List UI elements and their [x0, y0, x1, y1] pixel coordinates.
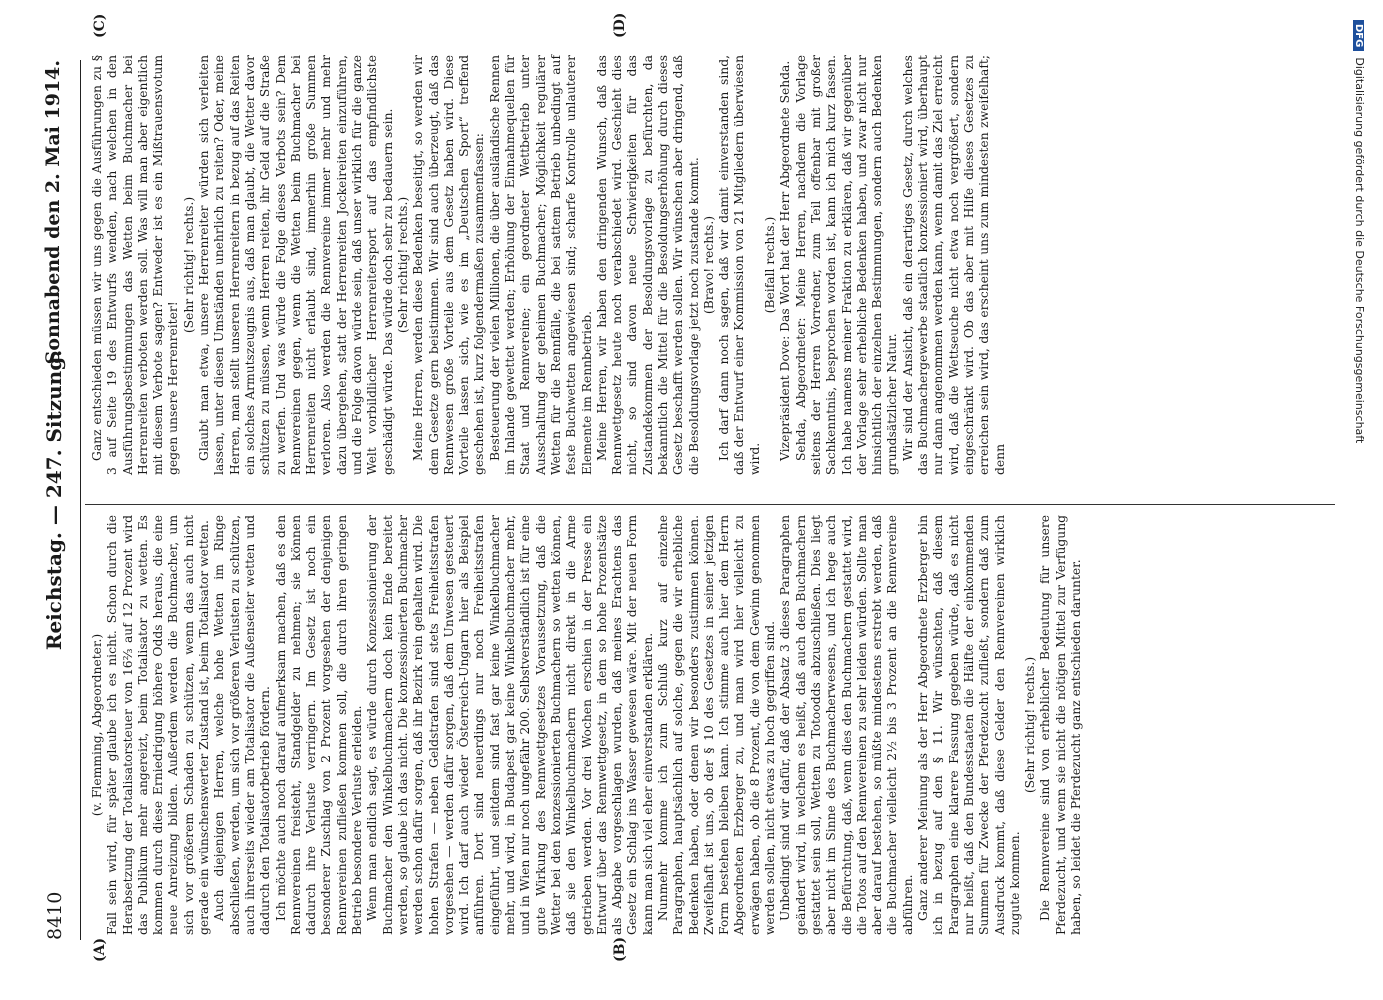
- speaker-intro: Vizepräsident Dove: Das Wort hat der Herr Abgeordnete Sehda.: [778, 60, 793, 461]
- margin-letter-c: (C): [92, 13, 108, 38]
- margin-letter-d: (D): [612, 12, 628, 38]
- margin-letter-a: (A): [92, 937, 108, 962]
- right-column: [90, 55, 1008, 475]
- dfg-logo-icon: DFG: [1353, 20, 1364, 51]
- page-number: 8410: [44, 891, 66, 940]
- speaker-note: (v. Flemming, Abgeordneter.): [90, 633, 104, 817]
- interjection: (Sehr richtig! rechts.): [1023, 656, 1038, 794]
- paragraph: Nunmehr komme ich zum Schluß kurz auf einzelne Paragraphen, hauptsächlich auf solche, gegen die wir erhebliche Bedenken haben, oder denen wir besonders zustimmen können. Zweifelhaft ist uns, ob der § 10 des Gesetzes in seiner jetzigen Form bestehen bleiben kann. Ich stimme auch hier dem Herrn Abgeordneten Erzberger zu, und man wird hier vielleicht zu erwägen haben, ob die 8 Prozent, die von dem Gewinn genommen werden sollen, nicht etwas zu hoch gegriffen sind.: [655, 515, 778, 935]
- paragraph: Sehda, Abgeordneter: Meine Herren, nachdem die Vorlage seitens der Herren Vorredner, zum Teil offenbar mit großer Sachkenntnis, besprochen worden ist, kann ich mich kurz fassen. Ich habe namens meiner Fraktion zu erklären, daß wir gegenüber der Vorlage sehr erhebliche Bedenken haben, und zwar nicht nur hinsichtlich der einzelnen Bestimmungen, sondern auch Bedenken grundsätzlicher Natur.: [793, 55, 900, 475]
- page-header: [38, 60, 78, 940]
- paragraph: Meine Herren, wir haben den dringenden Wunsch, daß das Rennwettgesetz heute noch verabschiedet wird. Geschieht dies nicht, so sind davon neue Schwierigkeiten für das Zustandekommen der Besoldungsvorlage zu befürchten, da bekanntlich die Mittel für die Besoldungserhöhung durch dieses Gesetz beschafft werden sollen. Wir wünschen aber dringend, daß die Besoldungsvorlage jetzt noch zustande kommt.: [594, 55, 701, 475]
- session-date: Sonnabend den 2. Mai 1914.: [42, 60, 64, 365]
- interjection: (Sehr richtig! rechts.): [181, 196, 196, 334]
- paragraph: Glaubt man etwa, unsere Herrenreiter würden sich verleiten lassen, unter diesen Umständen unehrlich zu reiten? Oder, meine Herren, man stellt unseren Herrenreitern in bezug auf das Reiten ein solches Armutszeugnis aus, daß man glaubt, die Wetter davor schützen zu müssen, wenn Herren reiten, ihr Geld auf die Straße zu werfen. Und was würde die Folge dieses Verbots sein? Dem Rennvereinen gegen, wenn die Wetten beim Buchmacher bei Herrenreiten nicht erlaubt sind, immerhin große Summen verloren. Also werden die Rennvereine immer mehr und mehr dazu übergehen, statt der Herrenreiten Jockeireiten einzuführen, und die Folge davon würde sein, daß unser wirklich für die ganze Welt vorbildlicher Herrenreitersport auf das empfindlichste geschädigt würde. Das würde doch sehr zu bedauern sein.: [197, 55, 395, 475]
- paragraph: Auch diejenigen Herren, welche hohe Wetten im Ringe abschließen, werden, um sich vor größeren Verlusten zu schützen, auch ihrerseits wieder am Totalisator die Außenseiter wetten und dadurch den Totalisatorbetrieb fördern.: [212, 515, 273, 935]
- paragraph: Ganz entschieden müssen wir uns gegen die Ausführungen zu § 3 auf Seite 19 des Entwurfs wenden, nach welchen in den Ausführungsbestimmungen das Wetten beim Buchmacher bei Herrenreiten verboten werden soll. Was will man aber eigentlich mit diesem Verbote sagen? Entweder ist es ein Mißtrauensvotum gegen unsere Herrenreiter!: [90, 55, 181, 475]
- left-column: [90, 515, 1084, 935]
- interjection: (Beifall rechts.): [763, 216, 778, 314]
- running-title: Reichstag. — 247. Sitzung.: [42, 349, 66, 651]
- paragraph: Meine Herren, werden diese Bedenken beseitigt, so werden wir dem Gesetze gern beistimmen. Wir sind auch überzeugt, daß das Rennwesen große Vorteile aus dem Gesetz haben wird. Diese Vorteile lassen sich, wie es im „Deutschen Sport“ treffend geschehen ist, kurz folgendermaßen zusammenfassen:: [411, 55, 487, 475]
- header-rule: [80, 60, 81, 940]
- funding-text: Digitalisierung gefördert durch die Deutsche Forschungsgemeinschaft: [1353, 57, 1366, 444]
- paragraph: Wir sind der Ansicht, daß ein derartiges Gesetz, durch welches das Buchmachergewerbe staatlich konzessioniert wird, überhaupt nur dann angenommen werden kann, wenn damit das Ziel erreicht wird, daß die Wettseuche nicht etwa noch vergrößert, sondern eingeschränkt wird. Ob das aber mit Hilfe dieses Gesetzes zu erreichen sein wird, das erscheint uns zum mindesten zweifelhaft; denn: [900, 55, 1007, 475]
- quoted-list: Besteuerung der vielen Millionen, die über ausländische Rennen im Inlande gewettet werden; Erhöhung der Einnahmequellen für Staat und Rennvereine; ein geordneter Wettbetrieb unter Ausschaltung der geheimen Buchmacher; Möglichkeit regulärer Wetten für die Rennfälle, die bei sattem Betrieb unbedingt auf feste Buchwetten angewiesen sind; scharfe Kontrolle unlauterer Elemente im Rennbetrieb.: [487, 55, 594, 475]
- paragraph: Wenn man endlich sagt, es würde durch Konzessionierung der Buchmacher den Winkelbuchmachern doch kein Ende bereitet werden, so glaube ich das nicht. Die konzessionierten Buchmacher werden schon dafür sorgen, daß ihr Bezirk rein gehalten wird. Die hohen Strafen — neben Geldstrafen sind stets Freiheitsstrafen vorgesehen — werden dafür sorgen, daß dem Unwesen gesteuert wird. Ich darf auch wieder Österreich-Ungarn hier als Beispiel anführen. Dort sind neuerdings nur noch Freiheitsstrafen eingeführt, und seitdem sind fast gar keine Winkelbuchmacher mehr, und wird, in Budapest gar keine Winkelbuchmacher mehr, und in Wien nur noch ungefähr 200. Selbstverständlich ist für eine gute Wirkung des Rennwettgesetzes Voraussetzung, daß die Wetter bei den konzessionierten Buchmachern so wetten können, daß sie den Winkelbuchmachern nicht direkt in die Arme getrieben werden. Vor drei Wochen erschien in der Presse ein Entwurf über das Rennwettgesetz, in dem so hohe Prozentsätze als Abgabe vorgeschlagen wurden, daß meines Erachtens das Gesetz ein Schlag ins Wasser gewesen wäre. Mit der neuen Form kann man sich viel eher einverstanden erklären.: [365, 515, 655, 935]
- column-divider: [85, 504, 1335, 505]
- margin-letter-b: (B): [612, 936, 628, 962]
- paragraph: Unbedingt sind wir dafür, daß der Absatz 3 dieses Paragraphen geändert wird, in welchem es heißt, daß auch den Buchmachern gestattet sein soll, Wetten zu Totoodds abzuschließen. Dies liegt aber nicht im Sinne des Buchmacherwesens, und ich hege auch die Befürchtung, daß, wenn dies den Buchmachern gestattet wird, die Totos auf den Rennvereinen zu sehr leiden würden. Sollte man aber darauf bestehen, so müßte mindestens erstrebt werden, daß die Buchmacher vielleicht 2½ bis 3 Prozent an die Rennvereine abführen.: [778, 515, 915, 935]
- funding-note: [1353, 20, 1366, 980]
- paragraph: Fall sein wird, für später glaube ich es nicht. Schon durch die Herabsetzung der Totalisatorsteuer von 16⅔ auf 12 Prozent wird das Publikum mehr angereizt, beim Totalisator zu wetten. Es kommen durch diese Erniedrigung höhere Odds heraus, die eine neue Anreizung bilden. Außerdem werden die Buchmacher, um sich vor größerem Schaden zu schützen, wenn das auch nicht gerade ein wünschenswerter Zustand ist, beim Totalisator wetten.: [105, 515, 212, 935]
- paragraph: Ganz anderer Meinung als der Herr Abgeordnete Erzberger bin ich in bezug auf den § 11. Wir wünschten, daß diesem Paragraphen eine klarere Fassung gegeben würde, daß es nicht nur heißt, daß den Bundesstaaten die Hälfte der einkommenden Summen für Zwecke der Pferdezucht zufließt, sondern daß zum Ausdruck kommt, daß diese Gelder den Rennvereinen wirklich zugute kommen.: [916, 515, 1022, 935]
- interjection: (Bravo! rechts.): [701, 215, 716, 315]
- interjection: (Sehr richtig! rechts.): [395, 196, 410, 334]
- paragraph: Ich darf dann noch sagen, daß wir damit einverstanden sind, daß der Entwurf einer Kommission von 21 Mitgliedern überwiesen wird.: [717, 55, 762, 475]
- paragraph: Ich möchte auch noch darauf aufmerksam machen, daß es den Rennvereinen freisteht, Standgelder zu nehmen; sie können dadurch ihre Verluste verringern. Im Gesetz ist noch ein besonderer Zuschlag von 2 Prozent vorgesehen der denjenigen Rennvereinen zufließen kommen soll, die durch ihren geringen Betrieb besondere Verluste erleiden.: [273, 515, 365, 935]
- paragraph: Die Rennvereine sind von erheblicher Bedeutung für unsere Pferdezucht, und wenn sie nicht die nötigen Mittel zur Verfügung haben, so leidet die Pferdezucht ganz entschieden darunter.: [1038, 515, 1083, 935]
